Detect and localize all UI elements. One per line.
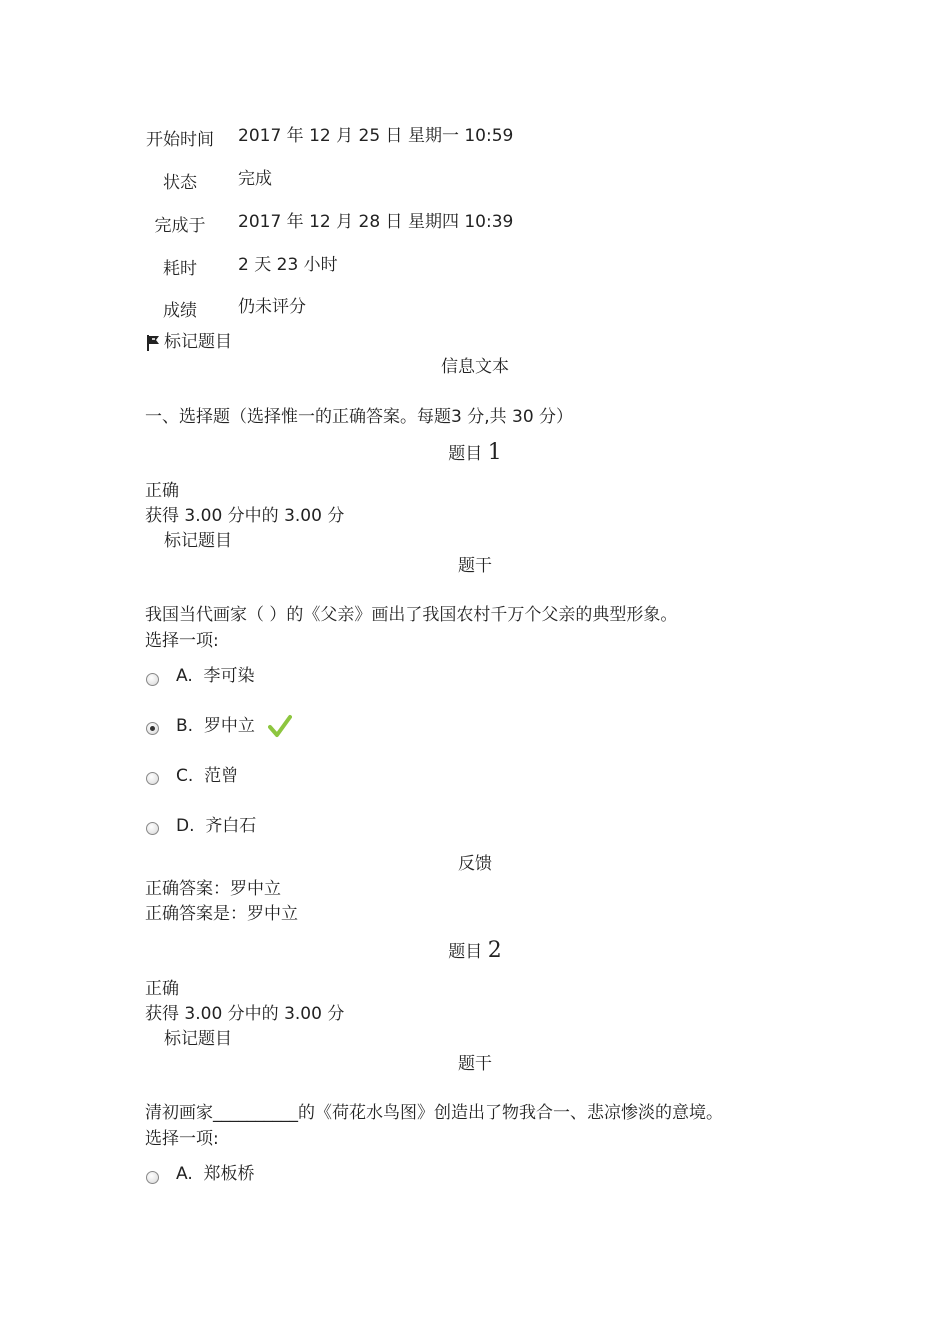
start-time-value: 2017 年 12 月 25 日 星期一 10:59 bbox=[238, 126, 514, 146]
question-2-score: 获得 3.00 分中的 3.00 分 bbox=[145, 1004, 345, 1024]
grade-value: 仍未评分 bbox=[238, 297, 306, 317]
question-2-prompt: 选择一项: bbox=[145, 1129, 219, 1149]
option-text: 齐白石 bbox=[205, 816, 257, 836]
radio-button[interactable] bbox=[146, 822, 159, 835]
option-text: 郑板桥 bbox=[203, 1164, 255, 1184]
option-label bbox=[176, 765, 238, 787]
question-title-prefix: 题目 bbox=[448, 444, 483, 464]
question-1-score: 获得 3.00 分中的 3.00 分 bbox=[145, 506, 345, 526]
option-text: 范曾 bbox=[204, 766, 239, 786]
question-1-stem: 我国当代画家（ ）的《父亲》画出了我国农村千万个父亲的典型形象。 bbox=[145, 605, 678, 625]
option-label bbox=[176, 715, 255, 737]
grade-label: 成绩 bbox=[163, 301, 197, 321]
question-2-title bbox=[0, 938, 950, 965]
question-1-title bbox=[0, 440, 950, 467]
option-label bbox=[176, 815, 256, 837]
status-label: 状态 bbox=[163, 173, 197, 193]
section-title: 一、选择题（选择惟一的正确答案。每题3 分,共 30 分） bbox=[145, 407, 574, 427]
option-letter: A. bbox=[176, 1164, 193, 1184]
radio-button-selected[interactable] bbox=[146, 722, 159, 735]
question-1-feedback-title: 反馈 bbox=[458, 854, 492, 874]
question-number: 2 bbox=[487, 938, 502, 963]
question-1-flag-link[interactable]: 标记题目 bbox=[164, 531, 232, 551]
option-letter: D. bbox=[176, 816, 195, 836]
question-1-feedback-line-2: 正确答案是：罗中立 bbox=[145, 904, 298, 924]
status-value: 完成 bbox=[238, 169, 272, 189]
radio-button[interactable] bbox=[146, 673, 159, 686]
check-icon bbox=[268, 714, 292, 738]
duration-value: 2 天 23 小时 bbox=[238, 255, 338, 275]
option-label bbox=[176, 665, 255, 687]
question-2-flag-link[interactable]: 标记题目 bbox=[164, 1029, 232, 1049]
option-text: 李可染 bbox=[203, 666, 255, 686]
start-time-label: 开始时间 bbox=[146, 130, 214, 150]
question-title-prefix: 题目 bbox=[448, 942, 483, 962]
question-1-status: 正确 bbox=[145, 481, 179, 501]
question-2-stem: 清初画家__________的《荷花水鸟图》创造出了物我合一、悲凉惨淡的意境。 bbox=[145, 1103, 723, 1123]
completed-label: 完成于 bbox=[154, 216, 206, 236]
radio-button[interactable] bbox=[146, 772, 159, 785]
question-2-status: 正确 bbox=[145, 979, 179, 999]
duration-label: 耗时 bbox=[163, 259, 197, 279]
option-letter: C. bbox=[176, 766, 194, 786]
question-1-stem-title: 题干 bbox=[458, 556, 492, 576]
option-letter: B. bbox=[176, 716, 194, 736]
option-label bbox=[176, 1163, 255, 1185]
question-number: 1 bbox=[487, 440, 502, 465]
completed-value: 2017 年 12 月 28 日 星期四 10:39 bbox=[238, 212, 514, 232]
option-letter: A. bbox=[176, 666, 193, 686]
question-1-prompt: 选择一项: bbox=[145, 631, 219, 651]
option-text: 罗中立 bbox=[203, 716, 255, 736]
radio-button[interactable] bbox=[146, 1171, 159, 1184]
question-2-stem-title: 题干 bbox=[458, 1054, 492, 1074]
question-1-feedback-line-1: 正确答案：罗中立 bbox=[145, 879, 281, 899]
info-text-title: 信息文本 bbox=[441, 357, 509, 377]
flag-question-label: 标记题目 bbox=[164, 332, 232, 352]
flag-icon bbox=[146, 334, 162, 352]
